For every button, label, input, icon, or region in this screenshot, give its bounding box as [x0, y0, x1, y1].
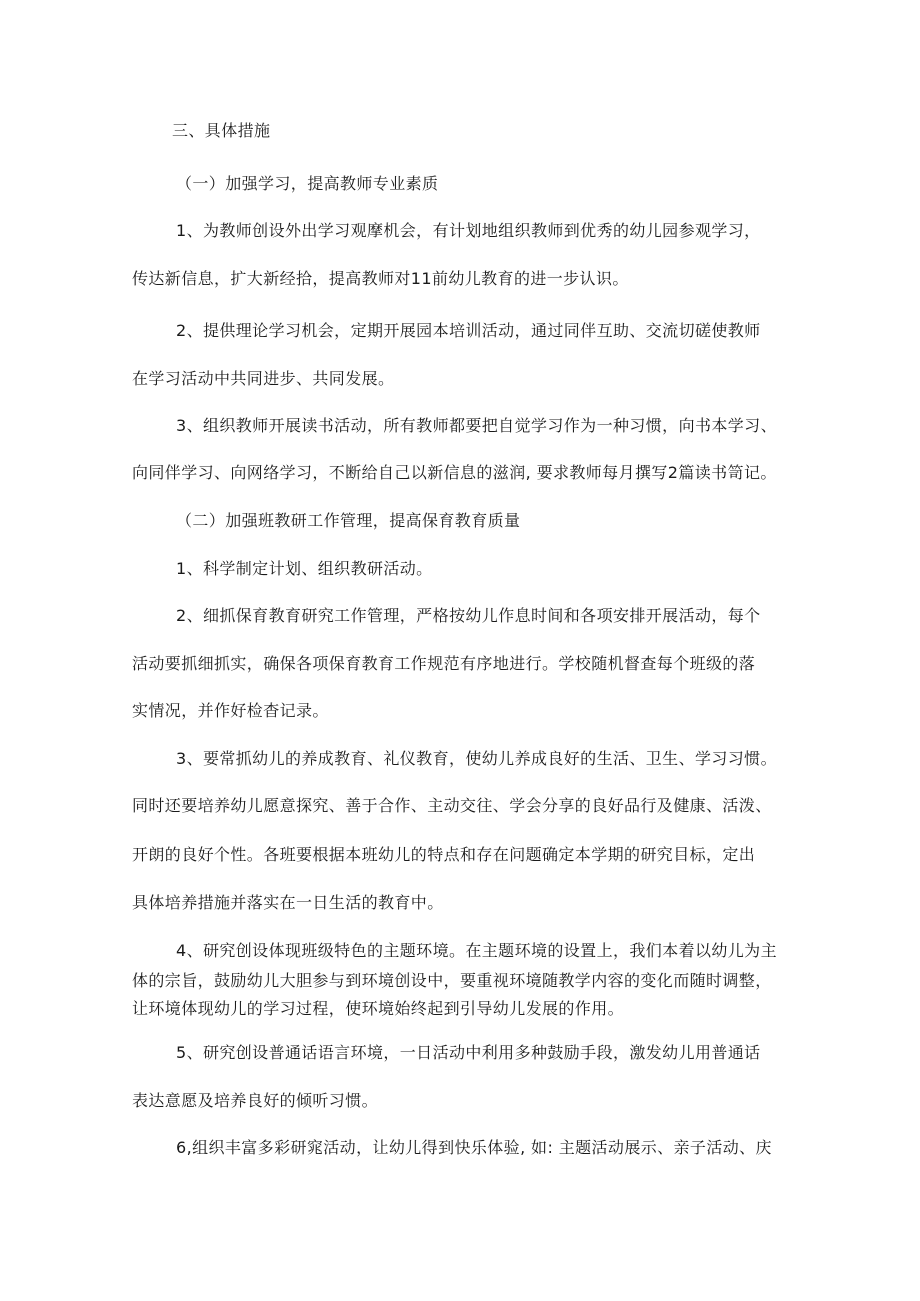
paragraph-line: 同时还要培养幼儿愿意探究、善于合作、主动交往、学会分享的良好品行及健康、活泼、 [132, 796, 772, 815]
paragraph-line: 实情况，并作好检杳记录。 [132, 701, 329, 720]
paragraph-line: 具体培养措施并落实在一日生活的教育中。 [132, 893, 444, 912]
paragraph-line: 6,组织丰富多彩研窕活动，让幼儿得到快乐体验, 如: 主题活动展示、亲子活动、庆 [176, 1138, 772, 1157]
paragraph-line: 3、组织教师开展读书活动，所有教师都要把自觉学习作为一种习惯，向书本学习、 [176, 416, 777, 435]
paragraph-line: 表达意愿及培养良好的倾听习惯。 [132, 1091, 379, 1110]
paragraph-line: 2、细抓保育教育研究工作管理，严格按幼儿作息时间和各项安排开展活动，每个 [176, 606, 761, 625]
paragraph-line: 在学习活动中共同进步、共同发展。 [132, 369, 395, 388]
paragraph-line: 2、提供理论学习机会，定期开展园本培训活动，通过同伴互助、交流切磋使教师 [176, 321, 761, 340]
subsection-heading-2: （二）加强班教研工作管理，提高保育教育质量 [176, 511, 521, 530]
paragraph-line: 向同伴学习、向网络学习，不断给自己以新信息的滋润, 要求教师每月撰写2篇读书笥记。 [132, 463, 777, 482]
paragraph-line: 1、为教师创设外出学习观摩机会，有计划地组织教师到优秀的幼儿园参观学习， [176, 221, 761, 240]
subsection-heading-1: （一）加强学习，提高教师专业素质 [176, 174, 439, 193]
paragraph-line: 3、要常抓幼儿的养成教育、礼仪教育，使幼儿养成良好的生活、卫生、学习习惯。 [176, 749, 777, 768]
paragraph-line: 传达新信息，扩大新经拾，提高教师对11前幼儿教育的进一步认识。 [132, 269, 629, 288]
paragraph-line: 开朗的良好个性。各班要根据本班幼儿的特点和存在问题确定本学期的研究目标，定出 [132, 845, 756, 864]
paragraph-line: 1、科学制定计划、组织教研活动。 [176, 559, 433, 578]
paragraph-line: 4、研究创设体现班级特色的主题环境。在主题环境的设置上，我们本着以幼儿为主 [176, 941, 777, 960]
paragraph-line: 活动要抓细抓实，确保各项保育教育工作规范有序地进行。学校随机督查每个班级的落 [132, 654, 756, 673]
paragraph-line: 让环境体现幼儿的学习过程，使环境始终起到引导幼儿发展的作用。 [132, 999, 625, 1018]
paragraph-line: 体的宗旨，鼓励幼儿大胆参与到环境创设中，要重视环境随教学内容的变化而随时调整， [132, 971, 772, 990]
section-heading: 三、具体措施 [172, 121, 271, 140]
paragraph-line: 5、研究创设普通话语言环境，一日活动中利用多种鼓励手段，激发幼儿用普通话 [176, 1043, 761, 1062]
